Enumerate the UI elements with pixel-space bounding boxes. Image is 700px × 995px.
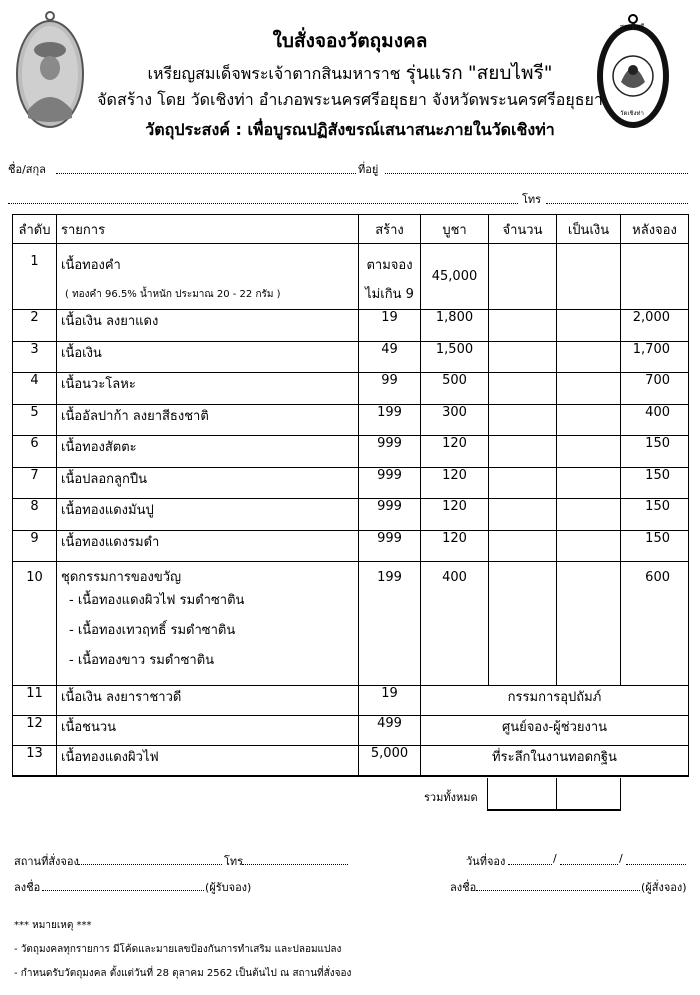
row-note: ศูนย์จอง-ผู้ช่วยงาน — [421, 716, 689, 746]
col-amount: เป็นเงิน — [557, 215, 621, 244]
row-no: 4 — [13, 373, 57, 405]
row-after: 150 — [621, 436, 689, 468]
address-field[interactable] — [385, 173, 688, 174]
row-price: 300 — [421, 404, 489, 436]
row-made: 5,000 — [359, 746, 421, 776]
total-label: รวมทั้งหมด — [424, 791, 478, 804]
notes-title: *** หมายเหตุ *** — [14, 920, 92, 931]
table-header-row — [13, 215, 689, 244]
row-no: 10 — [13, 562, 57, 686]
medal-image — [14, 10, 86, 130]
table-row — [13, 310, 689, 342]
row-made: 999 — [359, 530, 421, 562]
table-row — [13, 244, 689, 310]
row-made: 19 — [359, 686, 421, 716]
order-table — [12, 214, 689, 777]
row-amount-input[interactable] — [557, 373, 621, 405]
col-item: รายการ — [57, 215, 359, 244]
row-price: 500 — [421, 373, 489, 405]
row-amount-input[interactable] — [557, 244, 621, 310]
row-item: เนื้อเงิน ลงยาราชาวดี — [57, 686, 359, 716]
place-label: สถานที่สั่งจอง — [14, 855, 79, 868]
row-no: 8 — [13, 499, 57, 531]
orderer-sign-field[interactable] — [476, 890, 640, 891]
row-item: เนื้อทองแดงผิวไฟ — [57, 746, 359, 776]
row-no: 6 — [13, 436, 57, 468]
row-item: ชุดกรรมการของขวัญ — [61, 570, 182, 585]
row-made: 99 — [359, 373, 421, 405]
receiver-sign-label: ลงชื่อ — [14, 881, 41, 894]
row-after: 600 — [621, 562, 689, 686]
row-made: 19 — [359, 310, 421, 342]
row-after: 150 — [621, 499, 689, 531]
row-item: เนื้อนวะโลหะ — [57, 373, 359, 405]
row-qty-input[interactable] — [489, 244, 557, 310]
row-price: 1,500 — [421, 341, 489, 373]
row-item: เนื้อเงิน — [57, 341, 359, 373]
row-qty-input[interactable] — [489, 436, 557, 468]
row-item: เนื้อทองแดงรมดำ — [57, 530, 359, 562]
date-label: วันที่จอง — [466, 855, 506, 868]
row-amount-input[interactable] — [557, 341, 621, 373]
row-price: 120 — [421, 499, 489, 531]
name-field[interactable] — [56, 173, 356, 174]
row-no: 2 — [13, 310, 57, 342]
row-qty-input[interactable] — [489, 341, 557, 373]
row-made: 199 — [359, 404, 421, 436]
row-amount-input[interactable] — [557, 530, 621, 562]
row-amount-input[interactable] — [557, 310, 621, 342]
col-price: บูชา — [421, 215, 489, 244]
row-item: เนื้อเงิน ลงยาแดง — [57, 310, 359, 342]
table-row — [13, 716, 689, 746]
table-row — [13, 530, 689, 562]
purpose-line: วัตถุประสงค์ : เพื่อบูรณปฏิสังขรณ์เสนาสนะภายในวัดเชิงท่า — [145, 120, 555, 139]
date-day-field[interactable] — [508, 864, 552, 865]
orderer-sign-label: ลงชื่อ — [450, 881, 477, 894]
row-price: 120 — [421, 436, 489, 468]
row-no: 3 — [13, 341, 57, 373]
row-qty-input[interactable] — [489, 404, 557, 436]
row-item: เนื้อทองแดงมันปู — [57, 499, 359, 531]
row-note: กรรมการอุปถัมภ์ — [421, 686, 689, 716]
col-after: หลังจอง — [621, 215, 689, 244]
row-subitem: - เนื้อทองแดงผิวไฟ รมดำซาติน — [69, 593, 245, 608]
logo-top-text: สยบไพรี — [619, 23, 645, 31]
row-after: 700 — [621, 373, 689, 405]
row-item: เนื้อทองคำ — [61, 258, 121, 273]
table-row — [13, 373, 689, 405]
row-after: 150 — [621, 467, 689, 499]
row-made-limit: ไม่เกิน 9 — [365, 287, 414, 302]
row-amount-input[interactable] — [557, 562, 621, 686]
note-item: - วัตถุมงคลทุกรายการ มีโค้ดและมายเลขป้องกันการทำเสริม และปลอมแปลง — [14, 944, 342, 955]
row-qty-input[interactable] — [489, 562, 557, 686]
table-row — [13, 467, 689, 499]
total-amount-field[interactable] — [555, 778, 621, 811]
organizer-line: จัดสร้าง โดย วัดเชิงท่า อำเภอพระนครศรีอยุธยา จังหวัดพระนครศรีอยุธยา — [97, 90, 603, 109]
row-amount-input[interactable] — [557, 404, 621, 436]
date-month-field[interactable] — [560, 864, 618, 865]
row-item: เนื้อปลอกลูกปืน — [57, 467, 359, 499]
note-item: - กำหนดรับวัตถุมงคล ตั้งแต่วันที่ 28 ตุลาคม 2562 เป็นต้นไป ณ สถานที่สั่งจอง — [14, 968, 352, 979]
row-after: 2,000 — [621, 310, 689, 342]
col-qty: จำนวน — [489, 215, 557, 244]
row-made: 999 — [359, 467, 421, 499]
footer-phone-field[interactable] — [242, 864, 348, 865]
row-note: ที่ระลึกในงานทอดกฐิน — [421, 746, 689, 776]
row-qty-input[interactable] — [489, 467, 557, 499]
row-made: 499 — [359, 716, 421, 746]
row-no: 1 — [13, 244, 57, 310]
table-row — [13, 499, 689, 531]
row-qty-input[interactable] — [489, 373, 557, 405]
subtitle-name: "สยบไพรี" — [467, 62, 553, 84]
row-price: 400 — [421, 562, 489, 686]
name-label: ชื่อ/สกุล — [8, 163, 46, 176]
row-made: 999 — [359, 499, 421, 531]
row-qty-input[interactable] — [489, 530, 557, 562]
total-qty-field[interactable] — [487, 778, 557, 811]
row-made: 999 — [359, 436, 421, 468]
subtitle-prefix: เหรียญสมเด็จพระเจ้าตากสินมหาราช — [147, 64, 401, 83]
logo-bottom-text: วัดเชิงท่า — [620, 110, 644, 117]
row-after: 400 — [621, 404, 689, 436]
row-amount-input[interactable] — [557, 499, 621, 531]
row-no: 7 — [13, 467, 57, 499]
row-item-detail: ( ทองคำ 96.5% น้ำหนัก ประมาณ 20 - 22 กรัม ) — [65, 289, 281, 300]
row-price: 120 — [421, 467, 489, 499]
row-no: 11 — [13, 686, 57, 716]
date-year-field[interactable] — [626, 864, 686, 865]
row-item: เนื้ออัลปาก้า ลงยาสีธงชาติ — [57, 404, 359, 436]
row-no: 13 — [13, 746, 57, 776]
row-made: 199 — [359, 562, 421, 686]
row-amount-input[interactable] — [557, 467, 621, 499]
address-field-line2[interactable] — [8, 203, 518, 204]
row-after: 1,700 — [621, 341, 689, 373]
subtitle — [90, 58, 610, 88]
row-price: 120 — [421, 530, 489, 562]
row-item: เนื้อชนวน — [57, 716, 359, 746]
row-amount-input[interactable] — [557, 436, 621, 468]
row-after — [621, 244, 689, 310]
place-field[interactable] — [78, 864, 222, 865]
row-no: 5 — [13, 404, 57, 436]
receiver-caption: (ผู้รับจอง) — [205, 881, 252, 894]
table-row — [13, 341, 689, 373]
table-row — [13, 562, 689, 686]
row-subitem: - เนื้อทองเทวฤทธิ์ รมดำซาติน — [69, 623, 236, 638]
subtitle-series: รุ่นแรก — [405, 62, 463, 84]
row-subitem: - เนื้อทองขาว รมดำซาติน — [69, 653, 215, 668]
row-no: 9 — [13, 530, 57, 562]
table-row — [13, 746, 689, 776]
row-price: 45,000 — [421, 244, 489, 310]
row-price: 1,800 — [421, 310, 489, 342]
col-no: ลำดับ — [13, 215, 57, 244]
footer-phone-label: โทร — [224, 855, 244, 868]
row-qty-input[interactable] — [489, 310, 557, 342]
phone-label: โทร — [522, 193, 542, 206]
table-row — [13, 404, 689, 436]
address-label: ที่อยู่ — [358, 163, 379, 176]
orderer-caption: (ผู้สั่งจอง) — [641, 881, 687, 894]
row-made: 49 — [359, 341, 421, 373]
table-row — [13, 686, 689, 716]
table-row — [13, 436, 689, 468]
form-title: ใบสั่งจองวัตถุมงคล — [272, 30, 428, 52]
row-made: ตามจอง — [366, 258, 413, 273]
receiver-sign-field[interactable] — [42, 890, 204, 891]
col-made: สร้าง — [359, 215, 421, 244]
row-no: 12 — [13, 716, 57, 746]
row-after: 150 — [621, 530, 689, 562]
phone-field[interactable] — [546, 203, 688, 204]
row-item: เนื้อทองสัตตะ — [57, 436, 359, 468]
row-qty-input[interactable] — [489, 499, 557, 531]
